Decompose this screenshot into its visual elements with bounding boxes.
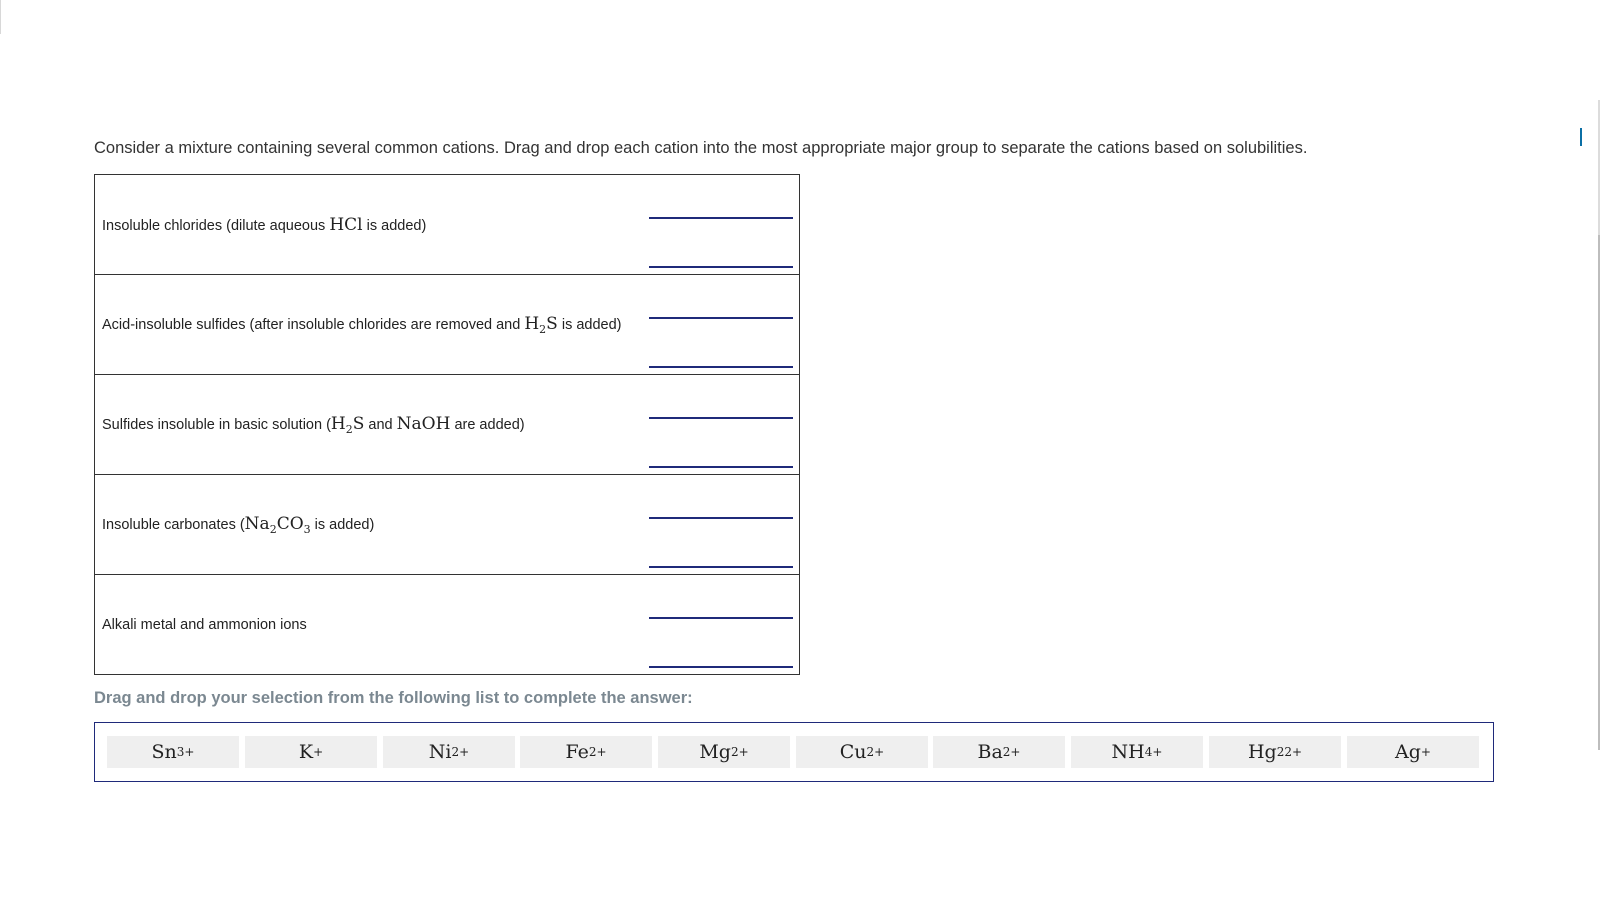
cation-option-fe[interactable]: Fe 2+ xyxy=(520,736,652,768)
drag-instruction: Drag and drop your selection from the following list to complete the answer: xyxy=(94,689,693,707)
drop-slot[interactable] xyxy=(649,466,793,468)
chem-formula: $Na_2CO_3$ xyxy=(244,513,311,536)
question-prompt: Consider a mixture containing several common cations. Drag and drop each cation into the most appropriate major group to separate the cations based on solubilities. xyxy=(94,139,1308,157)
drop-slot[interactable] xyxy=(649,417,793,419)
drop-slot[interactable] xyxy=(649,317,793,319)
group-label: Alkali metal and ammonion ions xyxy=(102,616,307,633)
chem-formula: $H_2S$ xyxy=(524,313,558,336)
cation-option-k[interactable]: K + xyxy=(245,736,377,768)
group-row-insoluble-chlorides xyxy=(95,175,799,275)
cation-option-ba[interactable]: Ba 2+ xyxy=(933,736,1065,768)
cation-option-cu[interactable]: Cu 2+ xyxy=(796,736,928,768)
groups-table xyxy=(94,174,800,675)
group-label: Insoluble chlorides (dilute aqueous HCl is added) xyxy=(102,214,427,235)
chem-formula: $H_2S$ xyxy=(330,413,365,436)
chem-formula: HCl xyxy=(329,214,363,235)
group-row-insoluble-carbonates xyxy=(95,475,799,575)
group-row-acid-insoluble-sulfides xyxy=(95,275,799,375)
cation-option-mg[interactable]: Mg 2+ xyxy=(658,736,790,768)
options-list xyxy=(94,722,1494,782)
group-row-basic-insoluble-sulfides xyxy=(95,375,799,475)
group-label: Insoluble carbonates ($Na_2CO_3$ is added) xyxy=(102,513,375,536)
drop-slot[interactable] xyxy=(649,366,793,368)
drop-slot[interactable] xyxy=(649,217,793,219)
left-edge-divider xyxy=(0,0,1,34)
cation-option-hg2[interactable]: Hg 2 2+ xyxy=(1209,736,1341,768)
cation-option-sn[interactable]: Sn 3+ xyxy=(107,736,239,768)
cation-option-nh4[interactable]: NH 4 + xyxy=(1071,736,1203,768)
drop-slot[interactable] xyxy=(649,566,793,568)
drop-slot[interactable] xyxy=(649,517,793,519)
drop-slot[interactable] xyxy=(649,266,793,268)
group-row-alkali-ammonium xyxy=(95,575,799,674)
cation-option-ag[interactable]: Ag + xyxy=(1347,736,1479,768)
group-label: Acid-insoluble sulfides (after insoluble chlorides are removed and $H_2S$ is added) xyxy=(102,313,622,336)
cation-option-ni[interactable]: Ni 2+ xyxy=(383,736,515,768)
drop-slot[interactable] xyxy=(649,666,793,668)
text-cursor xyxy=(1580,128,1582,146)
drop-slot[interactable] xyxy=(649,617,793,619)
chem-formula: NaOH xyxy=(396,413,451,434)
group-label: Sulfides insoluble in basic solution ($H_2S$ and NaOH are added) xyxy=(102,413,525,436)
